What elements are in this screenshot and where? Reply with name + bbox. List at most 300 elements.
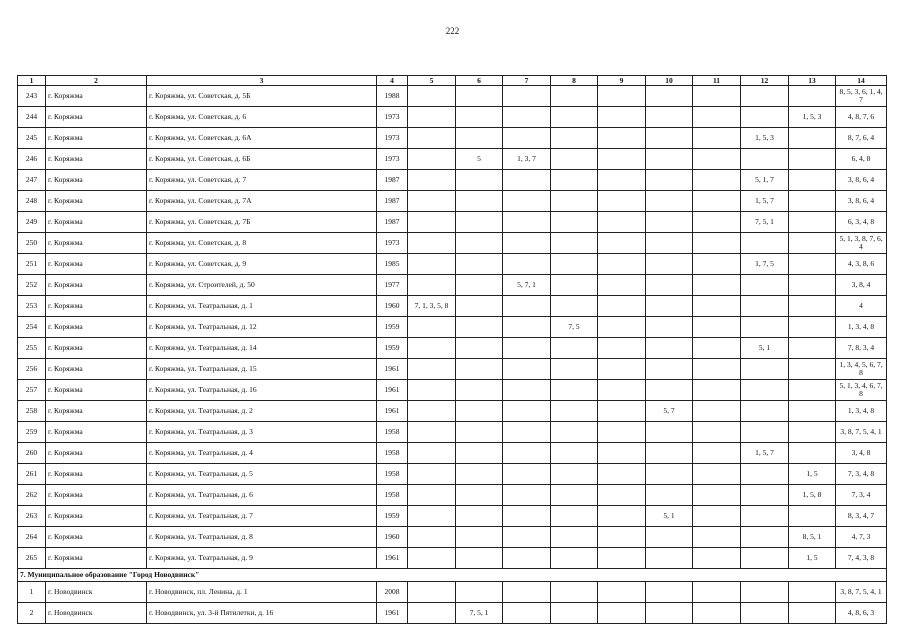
city-cell: г. Коряжма [46, 359, 147, 380]
col12-cell [741, 107, 789, 128]
address-cell: г. Коряжма, ул. Советская, д. 6Б [147, 149, 377, 170]
year-cell: 1987 [377, 191, 408, 212]
col10-cell [646, 380, 693, 401]
table-row [18, 128, 887, 149]
year-cell: 1961 [377, 380, 408, 401]
col8-cell [551, 170, 598, 191]
address-cell: г. Коряжма, ул. Театральная, д. 16 [147, 380, 377, 401]
col12-cell [741, 527, 789, 548]
address-cell: г. Коряжма, ул. Театральная, д. 12 [147, 317, 377, 338]
table-row [18, 317, 887, 338]
col5-cell [408, 401, 456, 422]
col11-cell [693, 582, 741, 603]
year-cell: 1985 [377, 254, 408, 275]
col14-cell: 1, 3, 4, 8 [836, 401, 887, 422]
col5-cell [408, 359, 456, 380]
address-cell: г. Коряжма, ул. Советская, д. 7Б [147, 212, 377, 233]
col9-cell [598, 170, 646, 191]
col14-cell: 3, 8, 7, 5, 4, 1 [836, 582, 887, 603]
col11-cell [693, 485, 741, 506]
col8-cell [551, 107, 598, 128]
col7-cell [503, 401, 551, 422]
col7-cell [503, 107, 551, 128]
col7-cell [503, 443, 551, 464]
col13-cell [789, 380, 836, 401]
col7-cell [503, 506, 551, 527]
col5-cell [408, 422, 456, 443]
col11-cell [693, 233, 741, 254]
col10-cell [646, 582, 693, 603]
col13-cell [789, 233, 836, 254]
table-body [18, 86, 887, 624]
col6-cell [456, 296, 503, 317]
col7-cell [503, 317, 551, 338]
city-cell: г. Коряжма [46, 170, 147, 191]
col13-cell: 8, 5, 1 [789, 527, 836, 548]
col6-cell [456, 548, 503, 569]
col10-cell [646, 275, 693, 296]
address-cell: г. Коряжма, ул. Театральная, д. 8 [147, 527, 377, 548]
col9-cell [598, 107, 646, 128]
col10-cell [646, 485, 693, 506]
address-cell: г. Коряжма, ул. Театральная, д. 15 [147, 359, 377, 380]
row-number-cell: 261 [18, 464, 46, 485]
col9-cell [598, 233, 646, 254]
row-number-cell: 252 [18, 275, 46, 296]
col14-cell: 4, 8, 7, 6 [836, 107, 887, 128]
col8-cell [551, 149, 598, 170]
col11-cell [693, 149, 741, 170]
col5-cell [408, 380, 456, 401]
col5-cell [408, 603, 456, 624]
col13-cell [789, 296, 836, 317]
row-number-cell: 251 [18, 254, 46, 275]
row-number-cell: 247 [18, 170, 46, 191]
col13-cell: 1, 5 [789, 464, 836, 485]
col7-cell [503, 359, 551, 380]
col8-cell [551, 275, 598, 296]
col9-cell [598, 128, 646, 149]
city-cell: г. Коряжма [46, 317, 147, 338]
col10-cell: 5, 1 [646, 506, 693, 527]
col12-cell: 1, 5, 7 [741, 443, 789, 464]
year-cell: 1973 [377, 233, 408, 254]
col6-cell [456, 485, 503, 506]
col10-cell [646, 527, 693, 548]
col14-cell: 4, 8, 6, 3 [836, 603, 887, 624]
col8-cell [551, 422, 598, 443]
col5-cell [408, 443, 456, 464]
col6-cell [456, 128, 503, 149]
col5-cell [408, 506, 456, 527]
col10-cell [646, 338, 693, 359]
column-header: 4 [377, 76, 408, 86]
col6-cell [456, 422, 503, 443]
city-cell: г. Коряжма [46, 254, 147, 275]
row-number-cell: 1 [18, 582, 46, 603]
row-number-cell: 244 [18, 107, 46, 128]
col11-cell [693, 548, 741, 569]
col6-cell [456, 582, 503, 603]
city-cell: г. Коряжма [46, 527, 147, 548]
col6-cell [456, 86, 503, 107]
col6-cell [456, 212, 503, 233]
row-number-cell: 264 [18, 527, 46, 548]
col8-cell [551, 401, 598, 422]
column-header: 14 [836, 76, 887, 86]
col5-cell [408, 317, 456, 338]
col12-cell [741, 149, 789, 170]
table-row [18, 603, 887, 624]
year-cell: 1960 [377, 296, 408, 317]
col7-cell: 5, 7, 1 [503, 275, 551, 296]
col10-cell [646, 128, 693, 149]
col13-cell [789, 422, 836, 443]
col8-cell [551, 603, 598, 624]
table-row [18, 338, 887, 359]
col11-cell [693, 86, 741, 107]
col12-cell [741, 506, 789, 527]
col7-cell [503, 191, 551, 212]
col12-cell [741, 401, 789, 422]
housing-table [17, 75, 887, 624]
table-row [18, 254, 887, 275]
col12-cell [741, 464, 789, 485]
col11-cell [693, 464, 741, 485]
table-row [18, 506, 887, 527]
col12-cell [741, 233, 789, 254]
col6-cell: 5 [456, 149, 503, 170]
col11-cell [693, 506, 741, 527]
city-cell: г. Коряжма [46, 212, 147, 233]
col14-cell: 3, 4, 8 [836, 443, 887, 464]
col10-cell [646, 359, 693, 380]
col14-cell: 7, 3, 4 [836, 485, 887, 506]
col10-cell [646, 548, 693, 569]
address-cell: г. Коряжма, ул. Советская, д. 7 [147, 170, 377, 191]
year-cell: 1961 [377, 359, 408, 380]
col12-cell: 7, 5, 1 [741, 212, 789, 233]
col14-cell: 3, 8, 6, 4 [836, 170, 887, 191]
col9-cell [598, 338, 646, 359]
table-row [18, 233, 887, 254]
col13-cell [789, 401, 836, 422]
address-cell: г. Коряжма, ул. Советская, д. 5Б [147, 86, 377, 107]
city-cell: г. Новодвинск [46, 603, 147, 624]
col12-cell [741, 380, 789, 401]
col10-cell [646, 212, 693, 233]
col11-cell [693, 107, 741, 128]
col13-cell: 1, 5, 8 [789, 485, 836, 506]
col6-cell [456, 380, 503, 401]
col8-cell [551, 443, 598, 464]
table-row [18, 212, 887, 233]
col10-cell [646, 317, 693, 338]
col5-cell [408, 191, 456, 212]
year-cell: 2008 [377, 582, 408, 603]
table-row [18, 191, 887, 212]
col13-cell [789, 86, 836, 107]
year-cell: 1958 [377, 422, 408, 443]
col11-cell [693, 422, 741, 443]
col5-cell: 7, 1, 3, 5, 8 [408, 296, 456, 317]
city-cell: г. Коряжма [46, 275, 147, 296]
col13-cell [789, 359, 836, 380]
col9-cell [598, 464, 646, 485]
col13-cell [789, 603, 836, 624]
year-cell: 1959 [377, 317, 408, 338]
year-cell: 1958 [377, 485, 408, 506]
col12-cell [741, 603, 789, 624]
col8-cell [551, 582, 598, 603]
col10-cell [646, 254, 693, 275]
row-number-cell: 258 [18, 401, 46, 422]
col13-cell [789, 582, 836, 603]
col7-cell [503, 86, 551, 107]
col11-cell [693, 317, 741, 338]
col6-cell [456, 359, 503, 380]
col14-cell: 5, 1, 3, 4, 6, 7, 8 [836, 380, 887, 401]
col10-cell [646, 107, 693, 128]
address-cell: г. Коряжма, ул. Театральная, д. 4 [147, 443, 377, 464]
city-cell: г. Коряжма [46, 506, 147, 527]
col6-cell [456, 107, 503, 128]
year-cell: 1988 [377, 86, 408, 107]
col9-cell [598, 603, 646, 624]
row-number-cell: 254 [18, 317, 46, 338]
city-cell: г. Коряжма [46, 233, 147, 254]
column-header: 2 [46, 76, 147, 86]
table-row [18, 296, 887, 317]
col7-cell [503, 464, 551, 485]
table-row [18, 107, 887, 128]
col14-cell: 4 [836, 296, 887, 317]
column-header: 7 [503, 76, 551, 86]
city-cell: г. Новодвинск [46, 582, 147, 603]
row-number-cell: 2 [18, 603, 46, 624]
col7-cell [503, 254, 551, 275]
col6-cell [456, 527, 503, 548]
col8-cell [551, 380, 598, 401]
col7-cell [503, 212, 551, 233]
column-header: 13 [789, 76, 836, 86]
year-cell: 1958 [377, 443, 408, 464]
year-cell: 1973 [377, 128, 408, 149]
city-cell: г. Коряжма [46, 485, 147, 506]
col8-cell [551, 212, 598, 233]
col11-cell [693, 170, 741, 191]
col9-cell [598, 86, 646, 107]
address-cell: г. Коряжма, ул. Театральная, д. 5 [147, 464, 377, 485]
col11-cell [693, 401, 741, 422]
column-header: 12 [741, 76, 789, 86]
col11-cell [693, 527, 741, 548]
city-cell: г. Коряжма [46, 86, 147, 107]
row-number-cell: 245 [18, 128, 46, 149]
col13-cell [789, 128, 836, 149]
col14-cell: 3, 8, 6, 4 [836, 191, 887, 212]
col14-cell: 1, 3, 4, 5, 6, 7, 8 [836, 359, 887, 380]
table-row [18, 582, 887, 603]
col8-cell [551, 527, 598, 548]
col13-cell [789, 149, 836, 170]
column-header: 3 [147, 76, 377, 86]
col13-cell [789, 191, 836, 212]
col5-cell [408, 485, 456, 506]
col5-cell [408, 254, 456, 275]
row-number-cell: 262 [18, 485, 46, 506]
col5-cell [408, 149, 456, 170]
col9-cell [598, 422, 646, 443]
col10-cell [646, 233, 693, 254]
col6-cell [456, 317, 503, 338]
year-cell: 1958 [377, 464, 408, 485]
col7-cell [503, 296, 551, 317]
year-cell: 1961 [377, 401, 408, 422]
col14-cell: 8, 7, 6, 4 [836, 128, 887, 149]
col11-cell [693, 603, 741, 624]
col8-cell [551, 506, 598, 527]
col6-cell [456, 443, 503, 464]
address-cell: г. Новодвинск, ул. 3-й Пятилетки, д. 16 [147, 603, 377, 624]
col6-cell [456, 191, 503, 212]
col10-cell [646, 443, 693, 464]
col13-cell: 1, 5, 3 [789, 107, 836, 128]
col5-cell [408, 527, 456, 548]
col14-cell: 7, 8, 3, 4 [836, 338, 887, 359]
col5-cell [408, 107, 456, 128]
table-row [18, 527, 887, 548]
col11-cell [693, 128, 741, 149]
table-row [18, 275, 887, 296]
table-row [18, 170, 887, 191]
col14-cell: 4, 3, 8, 6 [836, 254, 887, 275]
col7-cell [503, 548, 551, 569]
year-cell: 1961 [377, 603, 408, 624]
col9-cell [598, 359, 646, 380]
column-header: 1 [18, 76, 46, 86]
col14-cell: 6, 4, 8 [836, 149, 887, 170]
col9-cell [598, 296, 646, 317]
col12-cell: 1, 7, 5 [741, 254, 789, 275]
city-cell: г. Коряжма [46, 191, 147, 212]
address-cell: г. Коряжма, ул. Театральная, д. 2 [147, 401, 377, 422]
col9-cell [598, 506, 646, 527]
col14-cell: 8, 5, 3, 6, 1, 4, 7 [836, 86, 887, 107]
row-number-cell: 253 [18, 296, 46, 317]
col10-cell [646, 603, 693, 624]
col9-cell [598, 485, 646, 506]
col12-cell [741, 86, 789, 107]
city-cell: г. Коряжма [46, 338, 147, 359]
table-row [18, 464, 887, 485]
col11-cell [693, 254, 741, 275]
table-row [18, 485, 887, 506]
col12-cell: 1, 5, 7 [741, 191, 789, 212]
table-row [18, 401, 887, 422]
page-number: 222 [445, 26, 460, 36]
address-cell: г. Коряжма, ул. Театральная, д. 9 [147, 548, 377, 569]
row-number-cell: 249 [18, 212, 46, 233]
city-cell: г. Коряжма [46, 422, 147, 443]
col10-cell [646, 296, 693, 317]
col6-cell: 7, 5, 1 [456, 603, 503, 624]
col8-cell: 7, 5 [551, 317, 598, 338]
col12-cell [741, 317, 789, 338]
col8-cell [551, 296, 598, 317]
address-cell: г. Коряжма, ул. Театральная, д. 14 [147, 338, 377, 359]
city-cell: г. Коряжма [46, 380, 147, 401]
col8-cell [551, 254, 598, 275]
col14-cell: 3, 8, 4 [836, 275, 887, 296]
city-cell: г. Коряжма [46, 464, 147, 485]
col7-cell: 1, 3, 7 [503, 149, 551, 170]
header-row [18, 76, 887, 86]
col10-cell [646, 149, 693, 170]
city-cell: г. Коряжма [46, 149, 147, 170]
year-cell: 1961 [377, 548, 408, 569]
col10-cell [646, 170, 693, 191]
table-row [18, 149, 887, 170]
col13-cell [789, 275, 836, 296]
year-cell: 1960 [377, 527, 408, 548]
col14-cell: 7, 3, 4, 8 [836, 464, 887, 485]
col10-cell [646, 191, 693, 212]
table-row [18, 443, 887, 464]
col9-cell [598, 191, 646, 212]
address-cell: г. Коряжма, ул. Советская, д. 6А [147, 128, 377, 149]
address-cell: г. Коряжма, ул. Советская, д. 9 [147, 254, 377, 275]
col10-cell: 5, 7 [646, 401, 693, 422]
col14-cell: 1, 3, 4, 8 [836, 317, 887, 338]
row-number-cell: 243 [18, 86, 46, 107]
col6-cell [456, 254, 503, 275]
col7-cell [503, 527, 551, 548]
col11-cell [693, 359, 741, 380]
section-title: 7. Муниципальное образование "Город Новодвинск" [18, 569, 887, 582]
col8-cell [551, 359, 598, 380]
col5-cell [408, 582, 456, 603]
col13-cell [789, 254, 836, 275]
col9-cell [598, 149, 646, 170]
table-row [18, 380, 887, 401]
col14-cell: 4, 7, 3 [836, 527, 887, 548]
row-number-cell: 255 [18, 338, 46, 359]
col5-cell [408, 548, 456, 569]
row-number-cell: 250 [18, 233, 46, 254]
col9-cell [598, 527, 646, 548]
col12-cell [741, 548, 789, 569]
col8-cell [551, 191, 598, 212]
col5-cell [408, 212, 456, 233]
col6-cell [456, 506, 503, 527]
col13-cell [789, 443, 836, 464]
col14-cell: 6, 3, 4, 8 [836, 212, 887, 233]
col9-cell [598, 582, 646, 603]
col14-cell: 5, 1, 3, 8, 7, 6, 4 [836, 233, 887, 254]
city-cell: г. Коряжма [46, 296, 147, 317]
col8-cell [551, 464, 598, 485]
col9-cell [598, 401, 646, 422]
col12-cell: 5, 1, 7 [741, 170, 789, 191]
address-cell: г. Коряжма, ул. Театральная, д. 7 [147, 506, 377, 527]
col10-cell [646, 464, 693, 485]
col13-cell: 1, 5 [789, 548, 836, 569]
city-cell: г. Коряжма [46, 548, 147, 569]
col7-cell [503, 338, 551, 359]
col14-cell: 7, 4, 3, 8 [836, 548, 887, 569]
col6-cell [456, 170, 503, 191]
